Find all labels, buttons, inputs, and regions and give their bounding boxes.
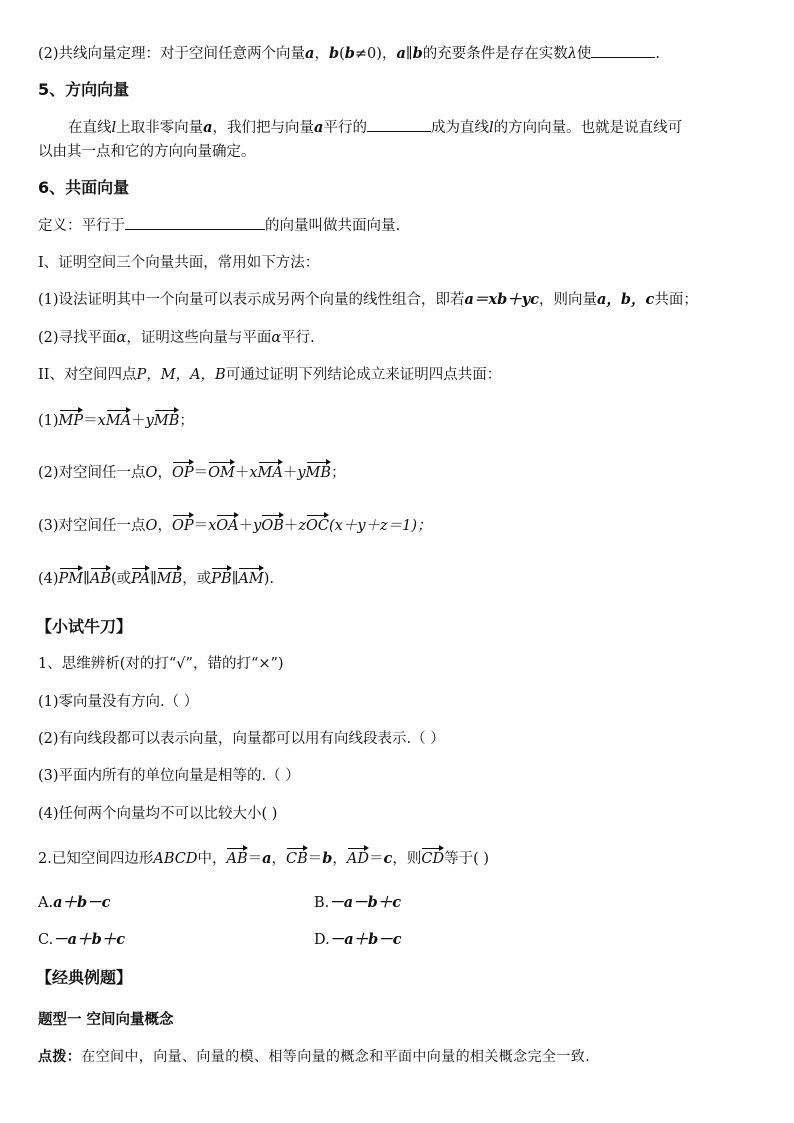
answer-blank[interactable] [367, 117, 431, 132]
vector-ma: MA [258, 460, 283, 480]
formula-3: (3)对空间任一点O，OP＝xOA＋yOB＋zOC(x＋y＋z＝1)； [38, 513, 432, 536]
question-1-item-2: (2)有向线段都可以表示向量，向量都可以用有向线段表示.（ ） [38, 731, 445, 747]
vector-ab: AB [90, 566, 111, 586]
vector-ob: OB [261, 513, 284, 533]
answer-blank[interactable] [591, 43, 655, 58]
vector-ad: AD [347, 846, 369, 866]
method-1-item-1: (1)设法证明其中一个向量可以表示成另两个向量的线性组合，即若a＝xb＋yc，则向量a，b，c共面； [38, 291, 698, 308]
question-1: 1、思维辨析(对的打“√”，错的打“×”) [38, 656, 284, 672]
vector-mb: MB [306, 460, 332, 480]
collinear-theorem-line: (2)共线向量定理：对于空间任意两个向量a，b(b≠0)，a∥b的充要条件是存在实数λ使 . [38, 45, 661, 62]
method-1-item-2: (2)寻找平面α，证明这些向量与平面α平行. [38, 330, 315, 346]
question-1-item-1: (1)零向量没有方向.（ ） [38, 694, 199, 710]
vector-mb: MB [157, 566, 183, 586]
method-1-heading: I、证明空间三个向量共面，常用如下方法： [38, 255, 320, 271]
vector-pa: PA [131, 566, 150, 586]
vector-pb: PB [211, 566, 231, 586]
method-2-heading: II、对空间四点P，M，A，B可通过证明下列结论成立来证明四点共面： [38, 367, 502, 383]
section-5-paragraph: 在直线l上取非零向量a，我们把与向量a平行的 成为直线l的方向向量。也就是说直线可 [68, 119, 683, 136]
vector-pm: PM [59, 566, 84, 586]
tip-paragraph: 点拨：在空间中，向量、向量的模、相等向量的概念和平面中向量的相关概念完全一致. [38, 1049, 591, 1065]
vector-oa: OA [216, 513, 238, 533]
answer-blank[interactable] [125, 215, 265, 230]
vector-cd: CD [421, 846, 444, 866]
section-5-paragraph-cont: 以由其一点和它的方向向量确定。 [38, 144, 256, 160]
vector-oc: OC [306, 513, 329, 533]
vector-mb: MB [154, 408, 180, 428]
vector-ab: AB [226, 846, 247, 866]
vector-mp: MP [59, 408, 84, 428]
formula-1: (1)MP＝xMA＋yMB； [38, 408, 194, 431]
formula-2: (2)对空间任一点O，OP＝OM＋xMA＋yMB； [38, 460, 346, 483]
coplanar-definition: 定义：平行于 的向量叫做共面向量. [38, 215, 400, 236]
section-5-title: 5、方向向量 [38, 80, 130, 99]
vector-cb: CB [286, 846, 308, 866]
option-b[interactable]: B.－a－b＋c [314, 894, 402, 911]
question-2: 2.已知空间四边形ABCD中，AB＝a，CB＝b，AD＝c，则CD等于( ) [38, 846, 489, 869]
vector-am: AM [238, 566, 263, 586]
vector-op: OP [172, 513, 194, 533]
vector-op: OP [172, 460, 194, 480]
vector-ma: MA [106, 408, 131, 428]
formula-4: (4)PM∥AB(或PA∥MB，或PB∥AM). [38, 566, 274, 589]
option-c[interactable]: C.－a＋b＋c [38, 931, 126, 948]
tip-label: 点拨： [38, 1049, 82, 1065]
section-6-title: 6、共面向量 [38, 178, 130, 197]
question-1-item-4: (4)任何两个向量均不可以比较大小( ) [38, 806, 278, 822]
vector-om: OM [208, 460, 235, 480]
option-d[interactable]: D.－a＋b－c [314, 931, 402, 948]
question-1-item-3: (3)平面内所有的单位向量是相等的.（ ） [38, 768, 300, 784]
type-1-heading: 题型一 空间向量概念 [38, 1012, 174, 1028]
examples-section-title: 【经典例题】 [36, 968, 133, 987]
option-a[interactable]: A.a＋b－c [38, 894, 111, 911]
trial-section-title: 【小试牛刀】 [36, 617, 133, 636]
